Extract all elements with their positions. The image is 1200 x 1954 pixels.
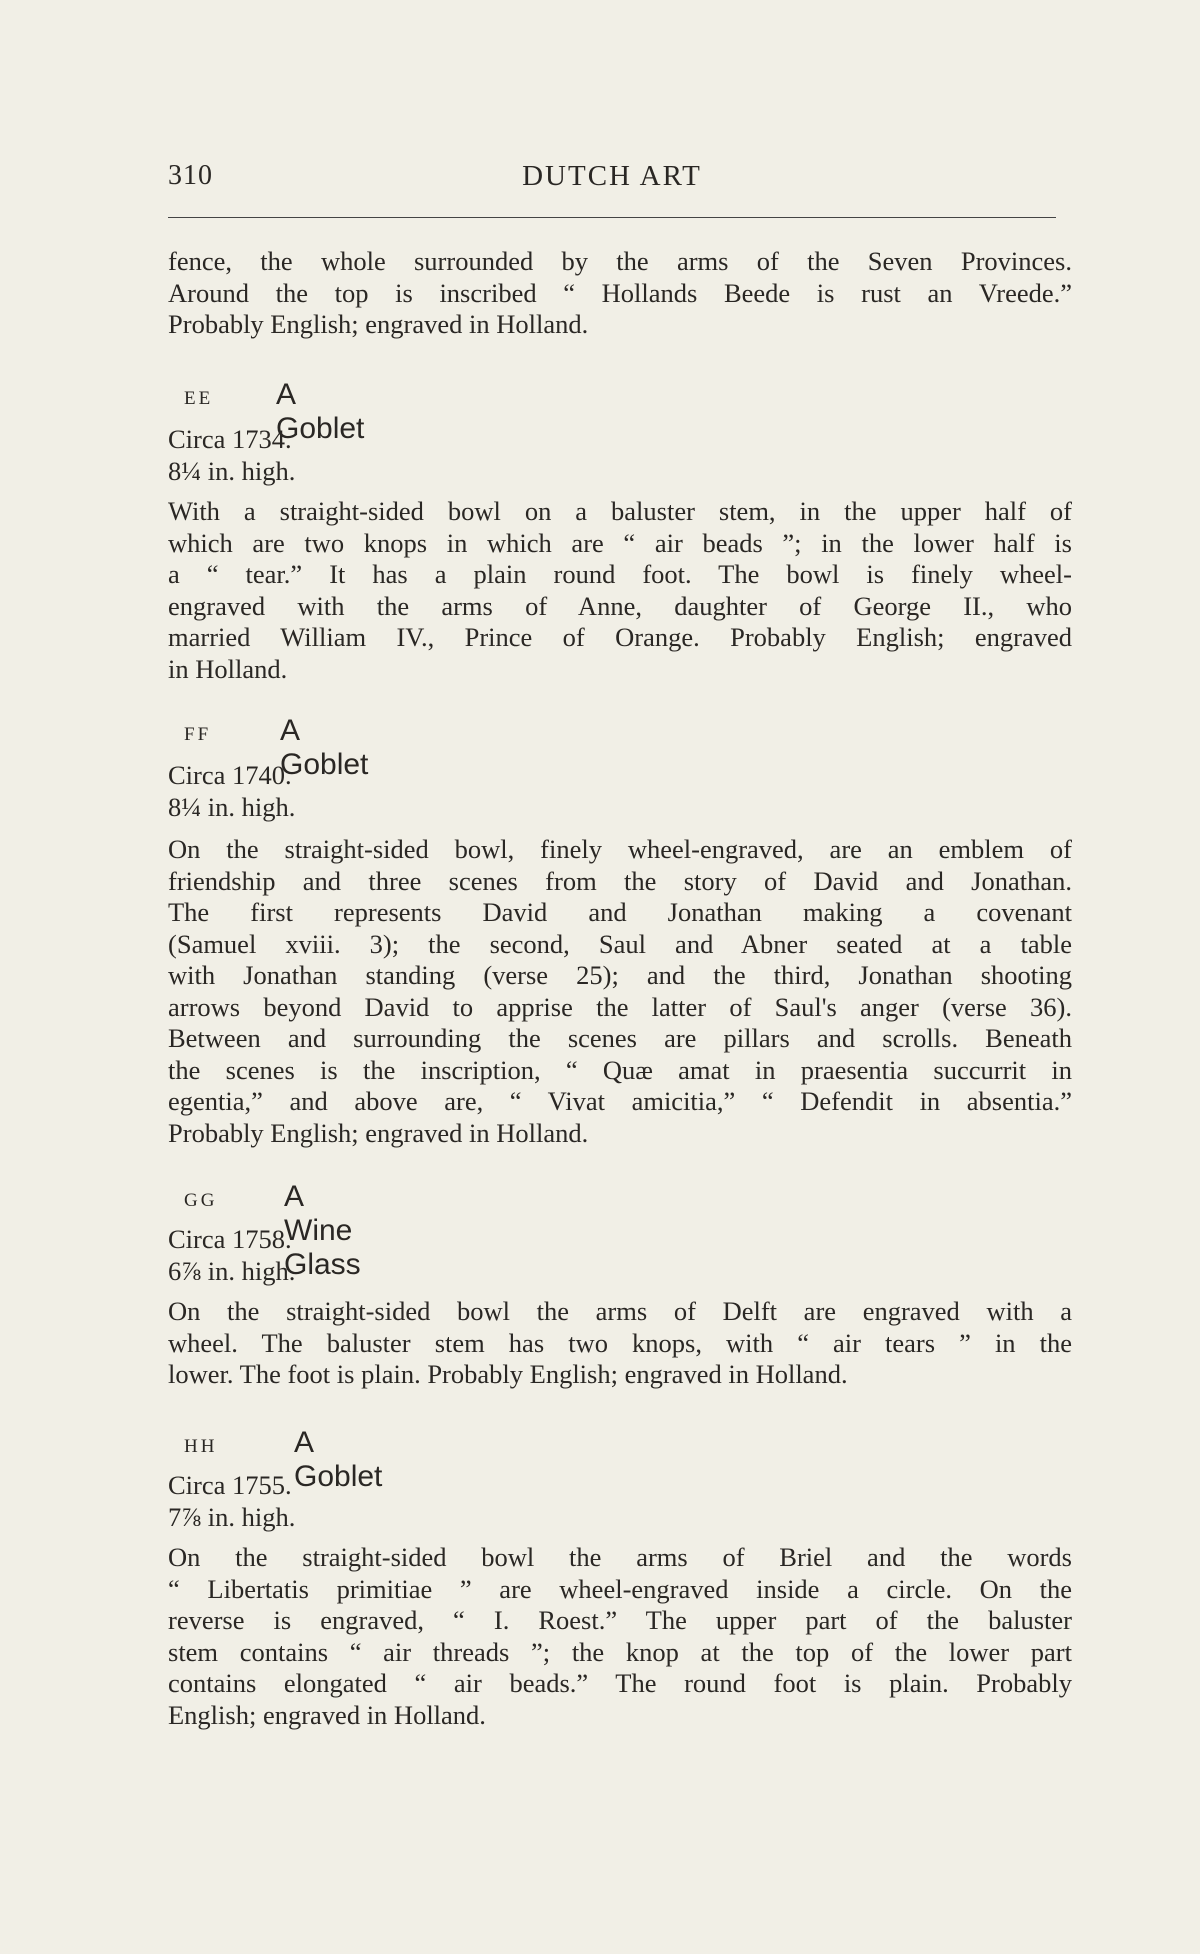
header-rule	[168, 217, 1056, 218]
entry-description	[168, 1296, 1072, 1391]
entry-height: 7⅞ in. high.	[168, 1501, 296, 1532]
entry-meta	[168, 760, 295, 823]
entry-title: A Goblet	[280, 714, 369, 781]
text-line: On the straight-sided bowl the arms of Delft are engraved with a	[168, 1296, 1072, 1326]
entry-description	[168, 1542, 1072, 1731]
entry-title: A Goblet	[294, 1426, 383, 1493]
text-line: with Jonathan standing (verse 25); and the third, Jonathan shooting	[168, 960, 1072, 990]
text-line: On the straight-sided bowl, finely wheel-engraved, are an emblem of	[168, 834, 1072, 864]
running-title: DUTCH ART	[522, 160, 702, 192]
entry-title: A Wine Glass	[284, 1180, 361, 1281]
text-line: Around the top is inscribed “ Hollands Beede is rust an Vreede.”	[168, 277, 1072, 308]
text-line: reverse is engraved, “ I. Roest.” The upper part of the baluster	[168, 1605, 1072, 1635]
intro-paragraph	[168, 246, 1072, 341]
text-line: English; engraved in Holland.	[168, 1699, 486, 1730]
entry-circa: Circa 1734.	[168, 424, 292, 454]
entry-circa: Circa 1758.	[168, 1224, 292, 1254]
text-line: (Samuel xviii. 3); the second, Saul and Abner seated at a table	[168, 928, 1072, 959]
text-line: fence, the whole surrounded by the arms of the Seven Provinces.	[168, 246, 1072, 276]
entry-meta	[168, 424, 295, 487]
entry-circa: Circa 1740.	[168, 760, 292, 790]
entry-title: A Goblet	[276, 378, 365, 445]
entry-letters: GG	[184, 1190, 218, 1211]
entry-description	[168, 496, 1072, 685]
entry-height: 8¼ in. high.	[168, 791, 296, 822]
text-line: stem contains “ air threads ”; the knop at the top of the lower part	[168, 1636, 1072, 1667]
text-line: Probably English; engraved in Holland.	[168, 1117, 589, 1148]
entry-letters: EE	[184, 388, 214, 409]
text-line: With a straight-sided bowl on a baluster stem, in the upper half of	[168, 496, 1072, 526]
text-line: On the straight-sided bowl the arms of Briel and the words	[168, 1542, 1072, 1572]
text-line: egentia,” and above are, “ Vivat amicitia,” “ Defendit in absentia.”	[168, 1086, 1072, 1116]
entry-letters: HH	[184, 1436, 218, 1457]
entry-height: 6⅞ in. high.	[168, 1255, 296, 1286]
page-number: 310	[168, 160, 213, 191]
text-line: arrows beyond David to apprise the latter of Saul's anger (verse 36).	[168, 991, 1072, 1022]
entry-meta	[168, 1470, 295, 1533]
running-head	[168, 160, 1056, 200]
entry-circa: Circa 1755.	[168, 1470, 292, 1500]
text-line: contains elongated “ air beads.” The round foot is plain. Probably	[168, 1668, 1072, 1698]
text-line: in Holland.	[168, 653, 288, 684]
text-line: lower. The foot is plain. Probably English; engraved in Holland.	[168, 1359, 848, 1389]
text-line: married William IV., Prince of Orange. Probably English; engraved	[168, 622, 1072, 652]
entry-height: 8¼ in. high.	[168, 455, 296, 486]
text-line: friendship and three scenes from the story of David and Jonathan.	[168, 865, 1072, 896]
entry-letters: FF	[184, 724, 212, 745]
text-line: engraved with the arms of Anne, daughter of George II., who	[168, 590, 1072, 621]
entry-description	[168, 834, 1072, 1149]
text-line: the scenes is the inscription, “ Quæ amat in praesentia succurrit in	[168, 1054, 1072, 1085]
text-line: wheel. The baluster stem has two knops, with “ air tears ” in the	[168, 1327, 1072, 1358]
text-line: Between and surrounding the scenes are pillars and scrolls. Beneath	[168, 1023, 1072, 1053]
text-line: Probably English; engraved in Holland.	[168, 309, 589, 339]
entry-meta	[168, 1224, 295, 1287]
text-line: “ Libertatis primitiae ” are wheel-engraved inside a circle. On the	[168, 1573, 1072, 1604]
text-line: The first represents David and Jonathan making a covenant	[168, 897, 1072, 927]
text-line: which are two knops in which are “ air beads ”; in the lower half is	[168, 527, 1072, 558]
text-line: a “ tear.” It has a plain round foot. The bowl is finely wheel-	[168, 559, 1072, 589]
